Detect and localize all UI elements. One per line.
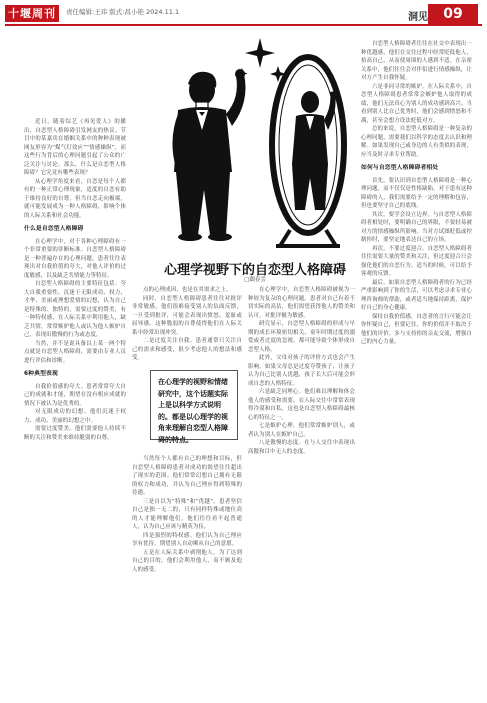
paragraph: 四是强烈的特权感。他们认为自己理应享有优待，期望别人自动顺从自己的意愿。 — [132, 532, 242, 547]
paragraph: 研究显示，自恋型人格障碍的形成与早期的成长环境密切相关。童年时期过度的溺爱或者过度的忽视，都可能导致个体形成自恋型人格。 — [248, 321, 355, 353]
paragraph: 当然每个人都有自己的理想和目标，但自恋型人格障碍患者对成功的渴望往往超出了现实的范围。他们常常幻想自己拥有无限的权力和成功，并认为自己理应得到特殊的待遇。 — [132, 456, 242, 496]
subheading: 什么是自恋型人格障碍 — [24, 226, 84, 232]
article-byline: □閾春雲 — [244, 277, 266, 283]
paragraph: 自恋型人格障碍的主要特征包括：夸大自我重要性，沉迷于无限成功、权力、才华、美丽或理想爱情的幻想，认为自己是特殊的、独特的，需要过度的赞美，有一种特权感，在人际关系中利用他人，缺乏共情，常常嫉妒他人或认为他人嫉妒自己，表现出傲慢的行为或态度。 — [24, 281, 126, 338]
article-column-3 — [248, 286, 355, 698]
man-figure — [172, 69, 245, 241]
article-column-2 — [132, 286, 242, 366]
paragraph: 保持自我价值感，自恋者的言行可能会让你怀疑自己，但要记住，你的价值并不取决于他们的评价。多与支持你的亲友交流，增强自己的内心力量。 — [361, 313, 472, 345]
paragraph: 六是非同寻常的嫉妒。在人际关系中，自恋型人格障碍患者常常会嫉妒他人取得的成绩，他们无法真心为别人的成功感到高兴。当看到别人比自己优秀时，他们会感到愤怒和不满，甚至会想方设法贬低对方。 — [361, 83, 472, 124]
paragraph: 自我价值感的夸大。患者常常夸大自己的成就和才能，期望在没有相应成就的情况下被认为是优秀的。 — [24, 383, 126, 407]
paragraph: 首先，要认识到自恋型人格障碍是一种心理问题，而不仅仅是性格缺陷。对于患有这种障碍的人，我们需要给予一定的理解和包容，但也要坚守自己的底线。 — [361, 177, 472, 209]
paragraph: 三是自以为“特殊”和“优越”。患者坚信自己是独一无二的，只有同样特殊或地位高的人才能理解他们。他们往往看不起普通人，认为自己应该与精英为伍。 — [132, 498, 242, 530]
pull-quote: 在心理学的视野和情绪研究中，这个话题实际上是以科学方式说明的。都是以心理学的视角来理解自恋型人格障碍的特点。 — [150, 370, 238, 440]
section-name: 洞见 — [408, 12, 428, 23]
paragraph: 对无限成功的幻想。他们沉迷于权力、成功、美丽的幻想之中。 — [24, 409, 126, 424]
paragraph: 当然，并不是说具备以上某一两个特点就是自恋型人格障碍，需要由专业人员进行评估和诊断。 — [24, 340, 126, 364]
paragraph: 自恋型人格障碍者往往在社交中表现出一种优越感，他们在交往过程中经常贬低他人，抬高自己，从而使周围的人感到不适。在亲密关系中，他们往往会对伴侣进行情感操纵，让对方产生自我怀疑。 — [361, 41, 472, 81]
subheading: 6种典型表现 — [24, 371, 58, 377]
article-headline: 心理学视野下的自恋型人格障碍 — [163, 263, 346, 278]
page-number: 09 — [428, 4, 478, 24]
paragraph: 同时，自恋型人格障碍患者往往对批评非常敏感，他们很难接受别人的负面反馈，一旦受到批评，可能会表现出愤怒、羞耻或屈辱感。这种脆弱的自尊使得他们在人际关系中经常出现冲突。 — [132, 295, 242, 336]
subheading: 如何与自恋型人格障碍者相处 — [361, 165, 439, 171]
mirror-frame — [272, 57, 344, 248]
article-column-4 — [361, 40, 472, 700]
header-divider — [5, 24, 482, 26]
editor-credits: 责任编辑:王玮 版式:昌小艳 2024.11.1 — [66, 8, 180, 16]
paragraph: 在心理学中，自恋型人格障碍被视为一种较为复杂的心理问题。患者对自己有着不切实际的高估，他们渴望获得他人的赞美和认可，对批评极为敏感。 — [248, 287, 355, 319]
paragraph: 最后，如果自恋型人格障碍者的行为已经严重影响到了你的生活，可以考虑寻求专业心理咨询师的帮助，或者适当地保持距离，保护好自己的身心健康。 — [361, 279, 472, 311]
paragraph: 五是在人际关系中剥削他人。为了达到自己的目的，他们会利用他人，而不顾及他人的感受。 — [132, 549, 242, 573]
paragraph: 七是嫉妒心理。他们常常嫉妒别人，或者认为别人在嫉妒自己。 — [248, 423, 355, 438]
paragraph: 其次，要学会设立边界。与自恋型人格障碍者相处时，要明确自己的界限，不要轻易被对方的情感操纵所影响。当对方试图贬低或控制你时，要坚定地表达自己的立场。 — [361, 211, 472, 243]
paragraph: 二是过度关注自我。患者通常只关注自己的需求和感受，很少考虑他人的想法和感受。 — [132, 338, 242, 361]
article-column-1 — [24, 118, 126, 698]
paragraph: 八是傲慢的态度。在与人交往中表现出高傲和目中无人的态度。 — [248, 440, 355, 455]
paragraph: 总的来说，自恋型人格障碍是一种复杂的心理问题，需要我们以科学的态度去认识和理解。如果发现自己或身边的人有类似的表现，应当及时寻求专业帮助。 — [361, 126, 472, 158]
paragraph: 需要过度赞美。他们需要他人持续不断的关注和赞美来维持脆弱的自尊。 — [24, 426, 126, 441]
masthead-logo: 十堰周刊 — [5, 5, 59, 22]
paragraph: 近日，随着综艺《再见爱人》的播出，自恋型人格障碍引发网友的热议。节目中的某嘉宾在婚姻关系中的种种表现被网友形容为“煤气灯效应”“情感操纵”，而这些行为背后的心理问题引起了公众的广泛关注与讨论。那么，什么是自恋型人格障碍？它究竟有哪些表现？ — [24, 119, 126, 176]
mirror-illustration — [140, 30, 355, 250]
paragraph: 从心理学角度来看，自恋是每个人都有的一种正常心理现象，适度的自恋有助于维持良好的自尊，但当自恋走向极端，就可能发展成为一种人格障碍，影响个体的人际关系和社会功能。 — [24, 178, 126, 219]
paragraph: 六是缺乏同理心。他们难以理解和体会他人的感受和需要，在人际交往中常常表现得冷漠和自私，这也是自恋型人格障碍最核心的特征之一。 — [248, 389, 355, 421]
paragraph: 再次，不要过度迎合。自恋型人格障碍者往往需要大量的赞美和关注，但过度迎合只会强化他们的自恋行为。适当的时候，可以给予客观的反馈。 — [361, 245, 472, 277]
paragraph: 点的心理成因，也是在其需求之上。 — [143, 287, 232, 293]
paragraph: 此外，父母对孩子的评价方式也会产生影响。如果父母总是过度夸赞孩子，让孩子认为自己比别人优越，孩子长大后可能会形成自恋的人格特征。 — [248, 355, 355, 387]
article-column-2-lower — [132, 455, 242, 698]
paragraph: 在心理学中，对于各种心理障碍有一个非常重要的诊断标准。自恋型人格障碍是一种普遍存在的心理问题，患者往往表现出对自我价值的夸大，对他人评价的过度敏感，以及缺乏共情能力等特征。 — [24, 238, 126, 279]
